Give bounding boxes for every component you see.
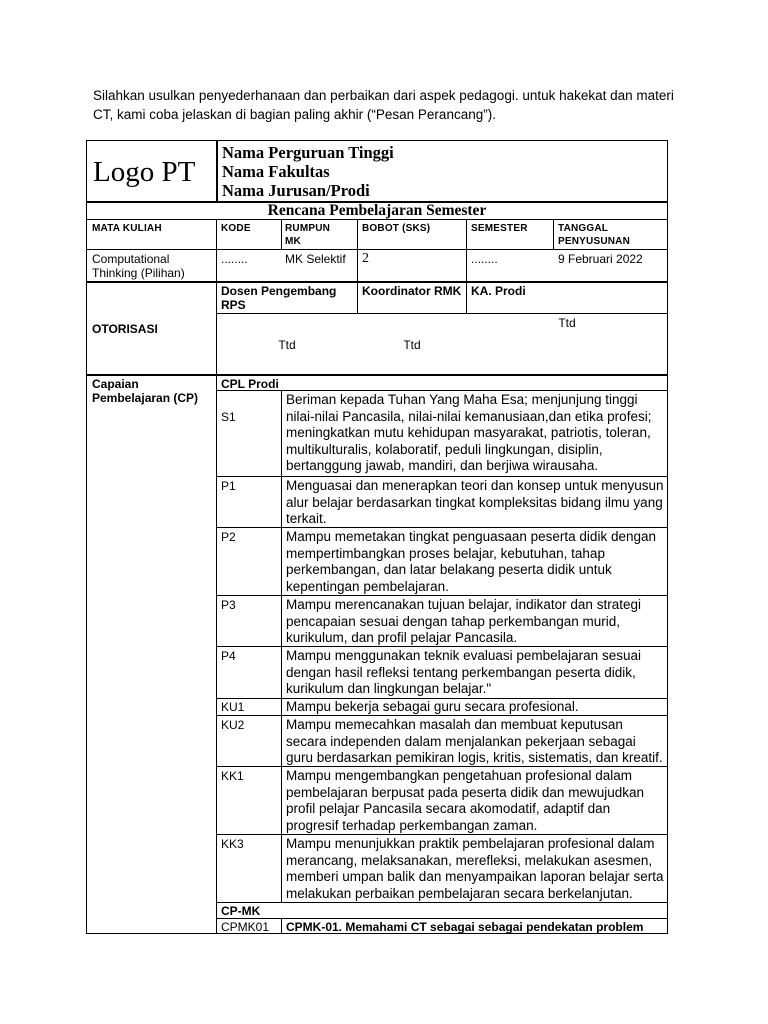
course-bobot: 2 (362, 251, 369, 266)
department-name: Nama Jurusan/Prodi (222, 181, 370, 200)
ttd-kaprodi: Ttd (558, 316, 576, 330)
course-tanggal: 9 Februari 2022 (558, 252, 643, 266)
document-title: Rencana Pembelajaran Semester (267, 202, 487, 219)
cpl-code: KK3 (221, 837, 244, 851)
col-header-semester: SEMESTER (471, 223, 528, 234)
capaian-label: Capaian Pembelajaran (CP) (92, 377, 199, 405)
row-divider (217, 834, 667, 835)
col-divider (466, 219, 467, 314)
course-semester: ........ (471, 252, 498, 266)
institution-name: Nama Perguruan Tinggi (222, 143, 394, 162)
course-kode: ........ (221, 252, 248, 266)
col-divider (281, 390, 282, 902)
col-header-mata-kuliah: MATA KULIAH (92, 223, 162, 234)
row-divider (87, 374, 667, 376)
cpl-prodi-title: CPL Prodi (221, 377, 279, 391)
ttd-dosen: Ttd (278, 338, 296, 352)
col-divider (281, 918, 282, 933)
faculty-name: Nama Fakultas (222, 162, 330, 181)
cpl-description: Mampu memecahkan masalah dan membuat keputusan secara independen dalam menjalankan pekerjaan sebagai guru berdasarkan pemikiran logis, kritis, sistematis, dan kreatif. (286, 717, 663, 765)
cpl-description: Mampu merencanakan tujuan belajar, indikator dan strategi pencapaian sesuai dengan tahap perkembangan murid, kurikulum, dan profil pelajar Pancasila. (286, 597, 641, 645)
cpl-description: Mampu menunjukkan praktik pembelajaran profesional dalam merancang, melaksanakan, merefleksi, melakukan asesmen, memberi umpan balik dan menyampaikan laporan belajar serta melakukan perbaikan pembelajaran secara berkelanjutan. (286, 836, 664, 901)
cpl-description: Menguasai dan menerapkan teori dan konsep untuk menyusun alur belajar berdasarkan tingkat kompleksitas bidang ilmu yang terkait. (286, 478, 664, 526)
cpl-code: S1 (221, 410, 236, 424)
cpl-description: Beriman kepada Tuhan Yang Maha Esa; menjunjung tinggi nilai-nilai Pancasila, nilai-nilai kemanusiaan,dan etika profesi; meningkatkan mutu kehidupan masyarakat, patriotis, toleran, multikulturalis, kolaboratif, peduli lingkungan, disiplin, bertanggung jawab, mandiri, dan berjiwa wirausaha. (286, 392, 652, 473)
cpl-code: P4 (221, 649, 236, 663)
cpl-code: P2 (221, 530, 236, 544)
koordinator-label: Koordinator RMK (362, 284, 462, 298)
kaprodi-label: KA. Prodi (471, 284, 526, 298)
intro-paragraph: Silahkan usulkan penyederhanaan dan perbaikan dari aspek pedagogi. untuk hakekat dan materi CT, kami coba jelaskan di bagian paling akhir (“Pesan Perancang”). (93, 88, 674, 122)
dosen-pengembang-label: Dosen Pengembang RPS (221, 284, 337, 312)
row-divider (87, 249, 667, 250)
cpl-code: P3 (221, 598, 236, 612)
cpmk-title: CP-MK (221, 904, 261, 918)
cpl-description: Mampu mengembangkan pengetahuan profesional dalam pembelajaran berpusat pada peserta didik dan mewujudkan profil pelajar Pancasila secara akomodatif, adaptif dan progresif terhadap perkembangan zaman. (286, 768, 644, 833)
cpl-code: P1 (221, 479, 236, 493)
course-name: Computational Thinking (Pilihan) (92, 252, 185, 280)
row-divider (217, 902, 667, 903)
col-header-kode: KODE (221, 223, 251, 234)
col-divider (357, 219, 358, 314)
col-divider (216, 219, 217, 933)
rps-table (86, 140, 668, 934)
cpmk-description: CPMK-01. Memahami CT sebagai sebagai pendekatan problem (286, 920, 644, 934)
row-divider (87, 281, 667, 283)
cpl-code: KU1 (221, 700, 245, 714)
cpl-code: KK1 (221, 769, 244, 783)
cpl-description: Mampu memetakan tingkat penguasaan peserta didik dengan mempertimbangkan proses belajar, kebutuhan, tahap perkembangan, dan latar belakang peserta didik untuk kepentingan pembelajaran. (286, 529, 656, 594)
cpl-code: KU2 (221, 718, 245, 732)
col-header-bobot: BOBOT (SKS) (362, 223, 431, 234)
col-header-rumpun: RUMPUN MK (285, 223, 331, 247)
cpl-description: Mampu bekerja sebagai guru secara profesional. (286, 699, 579, 714)
row-divider (217, 313, 667, 314)
cpl-description: Mampu menggunakan teknik evaluasi pembelajaran sesuai dengan hasil refleksi tentang perkembangan peserta didik, kurikulum dan lingkungan belajar." (286, 648, 641, 696)
row-divider (217, 595, 667, 596)
col-divider (553, 219, 554, 249)
row-divider (217, 918, 667, 919)
logo-placeholder: Logo PT (93, 156, 196, 188)
col-header-tanggal: TANGGAL PENYUSUNAN (558, 223, 631, 247)
ttd-koordinator: Ttd (403, 338, 421, 352)
course-rumpun: MK Selektif (285, 252, 346, 266)
col-divider (281, 219, 282, 249)
cpmk-code: CPMK01 (221, 920, 270, 934)
row-divider (217, 476, 667, 477)
otorisasi-label: OTORISASI (92, 322, 158, 336)
